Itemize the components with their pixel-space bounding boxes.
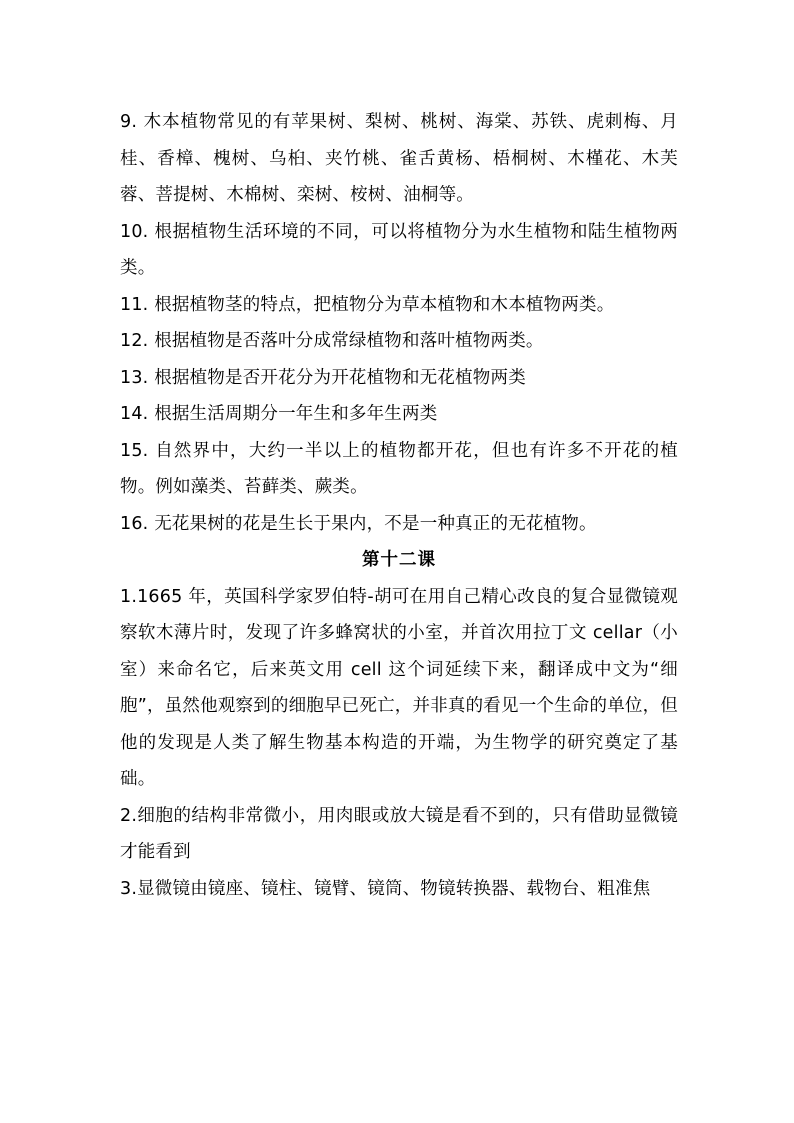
lesson-paragraph-3: 3.显微镜由镜座、镜柱、镜臂、镜筒、物镜转换器、载物台、粗准焦 — [120, 878, 651, 899]
lesson-heading: 第十二课 — [362, 550, 436, 570]
paragraph-10: 10. 根据植物生活环境的不同，可以将植物分为水生植物和陆生植物两类。 — [120, 221, 678, 278]
paragraph-16: 16. 无花果树的花是生长于果内，不是一种真正的无花植物。 — [120, 513, 597, 534]
paragraph-13: 13. 根据植物是否开花分为开花植物和无花植物两类 — [120, 367, 526, 388]
lesson-paragraph-2: 2.细胞的结构非常微小，用肉眼或放大镜是看不到的，只有借助显微镜才能看到 — [120, 805, 678, 862]
paragraph-11: 11. 根据植物茎的特点，把植物分为草本植物和木本植物两类。 — [120, 294, 615, 315]
paragraph-9: 9. 木本植物常见的有苹果树、梨树、桃树、海棠、苏铁、虎刺梅、月桂、香樟、槐树、乌桕、夹竹桃、雀舌黄杨、梧桐树、木槿花、木芙蓉、菩提树、木棉树、栾树、桉树、油桐等。 — [120, 112, 678, 205]
lesson-paragraph-1: 1.1665 年，英国科学家罗伯特-胡可在用自己精心改良的复合显微镜观察软木薄片时，发现了许多蜂窝状的小室，并首次用拉丁文 cellar（小室）来命名它，后来英文用 cell 这个词延续下来，翻译成中文为“细胞”，虽然他观察到的细胞早已死亡，并非真的看见一个生命的单位，但他的发现是人类了解生物基本构造的开端，为生物学的研究奠定了基础。 — [120, 586, 678, 789]
document-page — [120, 104, 678, 907]
paragraph-14: 14. 根据生活周期分一年生和多年生两类 — [120, 404, 438, 424]
paragraph-12: 12. 根据植物是否落叶分成常绿植物和落叶植物两类。 — [120, 331, 544, 351]
paragraph-15: 15. 自然界中，大约一半以上的植物都开花，但也有许多不开花的植物。例如藻类、苔藓类、蕨类。 — [120, 440, 678, 497]
